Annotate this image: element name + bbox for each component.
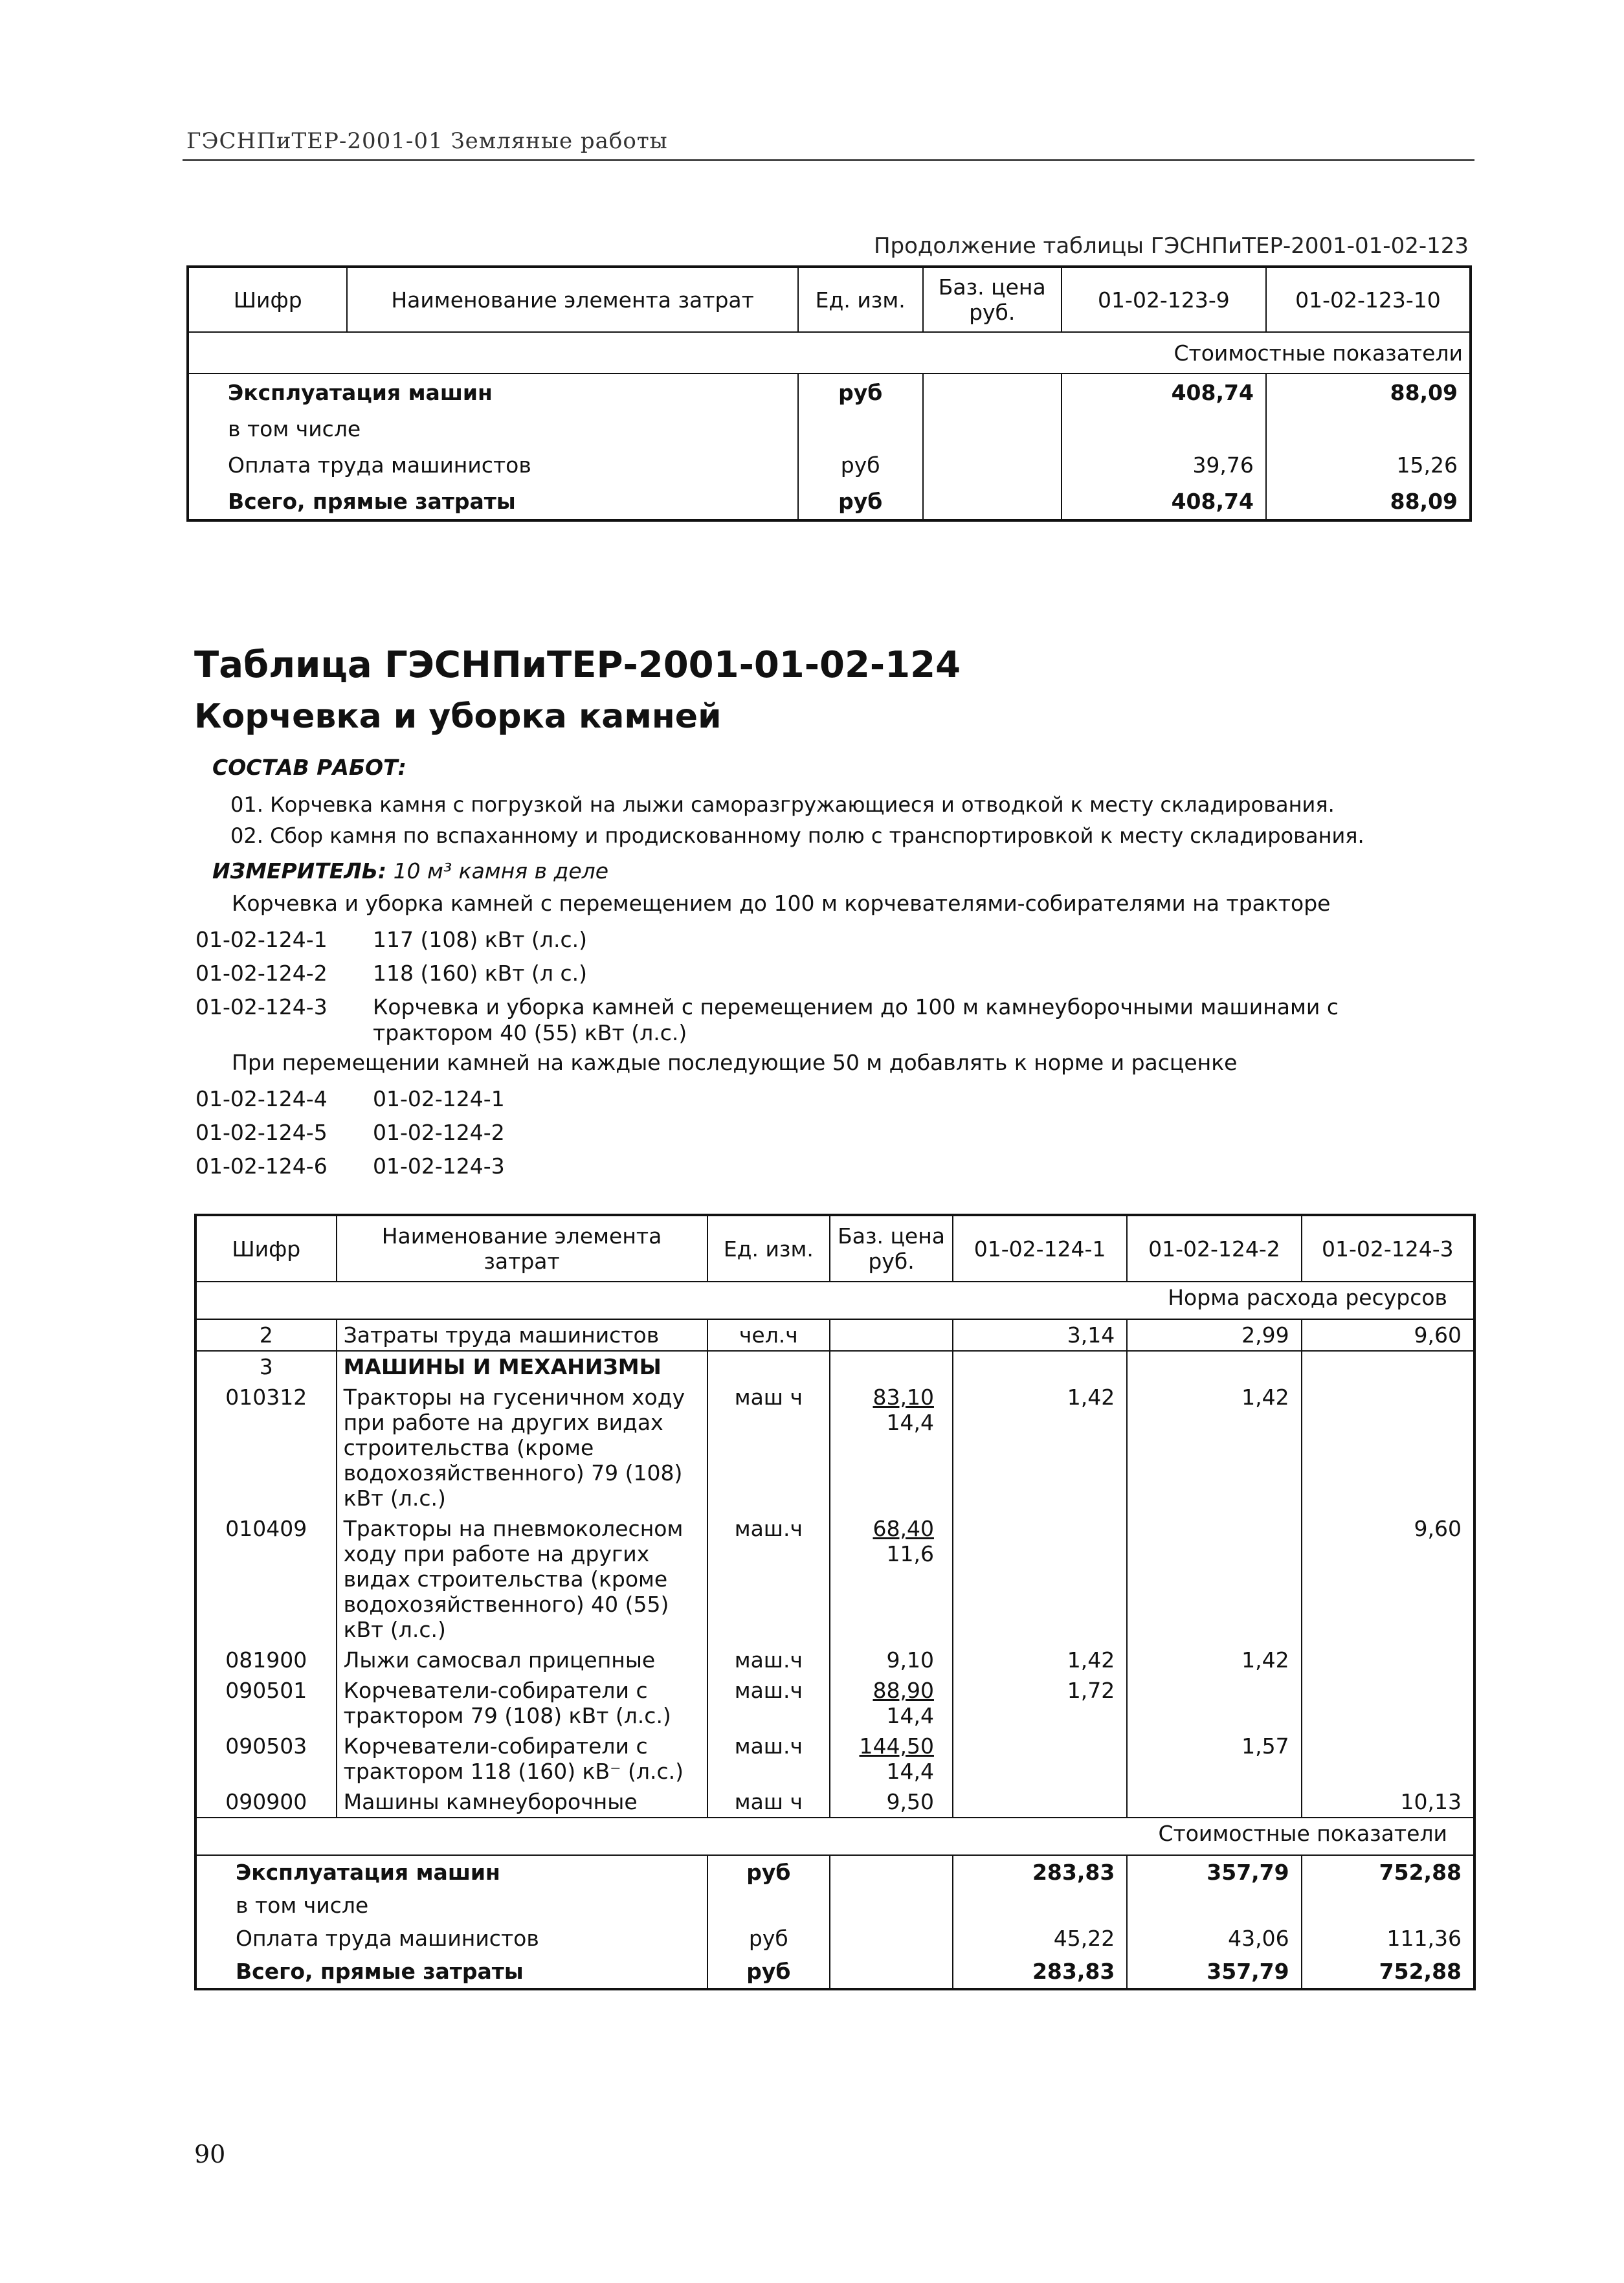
row-value: 2,99 <box>1127 1319 1301 1351</box>
row-price: 144,50 <box>859 1733 934 1759</box>
section-label: Норма расхода ресурсов <box>195 1282 1474 1319</box>
row-value <box>953 1787 1127 1818</box>
row-value: 43,06 <box>1127 1922 1301 1955</box>
norm-code: 01-02-124-5 <box>195 1120 328 1145</box>
table-row <box>188 447 1471 483</box>
table-row <box>195 1787 1474 1818</box>
norm-code: 01-02-124-1 <box>195 927 328 952</box>
norm-desc: 01-02-124-3 <box>373 1153 505 1179</box>
izmeritel-label: ИЗМЕРИТЕЛЬ: <box>212 858 387 884</box>
row-value: 15,26 <box>1396 452 1458 478</box>
row-price-wage: 14,4 <box>886 1759 934 1784</box>
row-code: 090503 <box>195 1731 337 1787</box>
row-value: 1,42 <box>953 1382 1127 1513</box>
row-value <box>1302 1675 1474 1731</box>
col-header-norm-1: 01-02-123-9 <box>1062 267 1266 332</box>
row-name: Затраты труда машинистов <box>337 1319 707 1351</box>
row-value: 45,22 <box>953 1922 1127 1955</box>
col-header-unit: Ед. изм. <box>798 267 923 332</box>
row-value: 10,13 <box>1400 1789 1462 1814</box>
row-code: 090900 <box>195 1787 337 1818</box>
row-value: 357,79 <box>1127 1955 1301 1989</box>
row-value <box>1302 1731 1474 1787</box>
row-value: 88,09 <box>1390 488 1458 514</box>
row-code: 090501 <box>195 1675 337 1731</box>
table-123-continuation <box>186 265 1472 522</box>
row-price-wage: 14,4 <box>886 1703 934 1728</box>
row-name: Оплата труда машинистов <box>236 1926 539 1951</box>
row-value <box>1302 1645 1474 1675</box>
section-row <box>195 1282 1474 1319</box>
table-row <box>188 373 1471 410</box>
row-value: 9,60 <box>1414 1322 1462 1348</box>
row-price: 9,50 <box>886 1789 934 1814</box>
row-name: Эксплуатация машин <box>236 1860 500 1885</box>
row-name: Всего, прямые затраты <box>228 488 516 514</box>
row-name: Эксплуатация машин <box>228 379 493 405</box>
work-item: 02. Сбор камня по вспаханному и продискованному полю с транспортировкой к месту складирования. <box>230 823 1364 848</box>
col-header-norm-1: 01-02-124-1 <box>953 1215 1127 1282</box>
table-row <box>195 1319 1474 1351</box>
table-row <box>188 410 1471 447</box>
row-code: 3 <box>195 1351 337 1382</box>
col-header-price: Баз. цена руб. <box>830 1215 953 1282</box>
row-price: 83,10 <box>873 1385 934 1410</box>
table-row <box>195 1351 1474 1382</box>
row-value: 283,83 <box>953 1855 1127 1889</box>
row-value <box>1302 1382 1474 1513</box>
section-row <box>188 332 1471 373</box>
row-unit: руб <box>707 1955 830 1989</box>
row-unit: маш ч <box>707 1382 830 1513</box>
row-name: Лыжи самосвал прицепные <box>337 1645 707 1675</box>
row-value: 752,88 <box>1379 1860 1462 1885</box>
row-name: Тракторы на пневмоколесном ходу при работе на других видах строительства (кроме водохозяйственного) 40 (55) кВт (л.с.) <box>337 1513 707 1645</box>
row-value <box>953 1731 1127 1787</box>
col-header-code: Шифр <box>195 1215 337 1282</box>
norm-desc: 01-02-124-2 <box>373 1120 505 1145</box>
row-code: 2 <box>195 1319 337 1351</box>
work-item: 01. Корчевка камня с погрузкой на лыжи саморазгружающиеся и отводкой к месту складирования. <box>230 792 1335 817</box>
table-row <box>195 1731 1474 1787</box>
row-value: 9,60 <box>1414 1516 1462 1541</box>
row-value: 1,42 <box>1127 1382 1301 1513</box>
row-unit: маш ч <box>707 1787 830 1818</box>
row-value <box>1127 1513 1301 1645</box>
row-value: 39,76 <box>1062 447 1266 483</box>
section-subtitle: Корчевка и уборка камней <box>194 697 722 736</box>
table-row <box>195 1955 1474 1989</box>
row-unit: руб <box>707 1922 830 1955</box>
norm-desc: 118 (160) кВт (л с.) <box>373 961 587 986</box>
row-value: 1,42 <box>953 1645 1127 1675</box>
row-value <box>953 1513 1127 1645</box>
row-value: 752,88 <box>1379 1959 1462 1984</box>
table-row <box>195 1382 1474 1513</box>
izmeritel-value: 10 м³ камня в деле <box>393 858 609 884</box>
row-name: Корчеватели-собиратели с трактором 79 (108) кВт (л.с.) <box>337 1675 707 1731</box>
table-row <box>195 1855 1474 1889</box>
table-row <box>195 1922 1474 1955</box>
row-price-wage: 11,6 <box>886 1541 934 1566</box>
row-name: в том числе <box>236 1893 369 1918</box>
row-value: 283,83 <box>953 1955 1127 1989</box>
row-unit: руб <box>707 1855 830 1889</box>
row-price: 68,40 <box>873 1516 934 1541</box>
table-row <box>195 1889 1474 1922</box>
col-header-code: Шифр <box>188 267 347 332</box>
col-header-price: Баз. цена руб. <box>923 267 1062 332</box>
section-row <box>195 1818 1474 1855</box>
table-124 <box>194 1214 1476 1990</box>
lead-text: При перемещении камней на каждые последующие 50 м добавлять к норме и расценке <box>232 1050 1238 1075</box>
row-value: 357,79 <box>1127 1855 1301 1889</box>
table1-caption: Продолжение таблицы ГЭСНПиТЕР-2001-01-02-123 <box>873 233 1469 259</box>
row-unit: маш.ч <box>707 1645 830 1675</box>
page-number: 90 <box>194 2140 226 2168</box>
sostav-label: СОСТАВ РАБОТ: <box>212 755 406 780</box>
row-unit: руб <box>798 483 923 520</box>
izmeritel <box>212 858 608 884</box>
table-header-row <box>195 1215 1474 1282</box>
header-rule <box>183 159 1474 161</box>
row-unit: маш.ч <box>707 1675 830 1731</box>
row-price-wage: 14,4 <box>886 1410 934 1435</box>
row-name: МАШИНЫ И МЕХАНИЗМЫ <box>337 1351 707 1382</box>
table-row <box>195 1513 1474 1645</box>
row-value <box>1127 1787 1301 1818</box>
row-value: 1,42 <box>1127 1645 1301 1675</box>
table-row <box>195 1645 1474 1675</box>
row-unit: маш.ч <box>707 1731 830 1787</box>
row-value: 408,74 <box>1062 483 1266 520</box>
row-value: 111,36 <box>1386 1926 1462 1951</box>
row-unit: руб <box>798 447 923 483</box>
table-header-row <box>188 267 1471 332</box>
row-value <box>1127 1675 1301 1731</box>
row-price: 9,10 <box>886 1647 934 1673</box>
table-row <box>188 483 1471 520</box>
row-unit: маш.ч <box>707 1513 830 1645</box>
norm-desc: Корчевка и уборка камней с перемещением до 100 м камнеуборочными машинами с трактором 40 (55) кВт (л.с.) <box>373 994 1339 1045</box>
row-code: 081900 <box>195 1645 337 1675</box>
row-name: Корчеватели-собиратели с трактором 118 (160) кВ⁻ (л.с.) <box>337 1731 707 1787</box>
col-header-name: Наименование элемента затрат <box>337 1215 707 1282</box>
col-header-name: Наименование элемента затрат <box>347 267 797 332</box>
row-value: 1,57 <box>1127 1731 1301 1787</box>
col-header-norm-3: 01-02-124-3 <box>1302 1215 1474 1282</box>
row-unit: руб <box>798 373 923 410</box>
row-code: 010312 <box>195 1382 337 1513</box>
norm-desc: 117 (108) кВт (л.с.) <box>373 927 587 952</box>
row-name: в том числе <box>228 416 361 441</box>
norm-code: 01-02-124-4 <box>195 1086 328 1111</box>
row-name: Всего, прямые затраты <box>236 1959 524 1984</box>
lead-text: Корчевка и уборка камней с перемещением до 100 м корчевателями-собирателями на тракторе <box>232 891 1331 916</box>
norm-code: 01-02-124-3 <box>195 994 328 1019</box>
row-value: 1,72 <box>953 1675 1127 1731</box>
col-header-norm-2: 01-02-124-2 <box>1127 1215 1301 1282</box>
row-value: 88,09 <box>1390 379 1458 405</box>
row-name: Машины камнеуборочные <box>337 1787 707 1818</box>
col-header-norm-2: 01-02-123-10 <box>1266 267 1471 332</box>
norm-code: 01-02-124-6 <box>195 1153 328 1179</box>
norm-desc: 01-02-124-1 <box>373 1086 505 1111</box>
row-code: 010409 <box>195 1513 337 1645</box>
section-label: Стоимостные показатели <box>188 332 1471 373</box>
row-name: Оплата труда машинистов <box>228 452 531 478</box>
col-header-unit: Ед. изм. <box>707 1215 830 1282</box>
section-label: Стоимостные показатели <box>195 1818 1474 1855</box>
table-row <box>195 1675 1474 1731</box>
row-value: 408,74 <box>1062 373 1266 410</box>
row-unit: чел.ч <box>707 1319 830 1351</box>
row-name: Тракторы на гусеничном ходу при работе на других видах строительства (кроме водохозяйственного) 79 (108) кВт (л.с.) <box>337 1382 707 1513</box>
running-header: ГЭСНПиТЕР-2001-01 Земляные работы <box>186 128 668 154</box>
section-title: Таблица ГЭСНПиТЕР-2001-01-02-124 <box>194 644 961 686</box>
row-value: 3,14 <box>953 1319 1127 1351</box>
row-price: 88,90 <box>873 1678 934 1703</box>
norm-code: 01-02-124-2 <box>195 961 328 986</box>
